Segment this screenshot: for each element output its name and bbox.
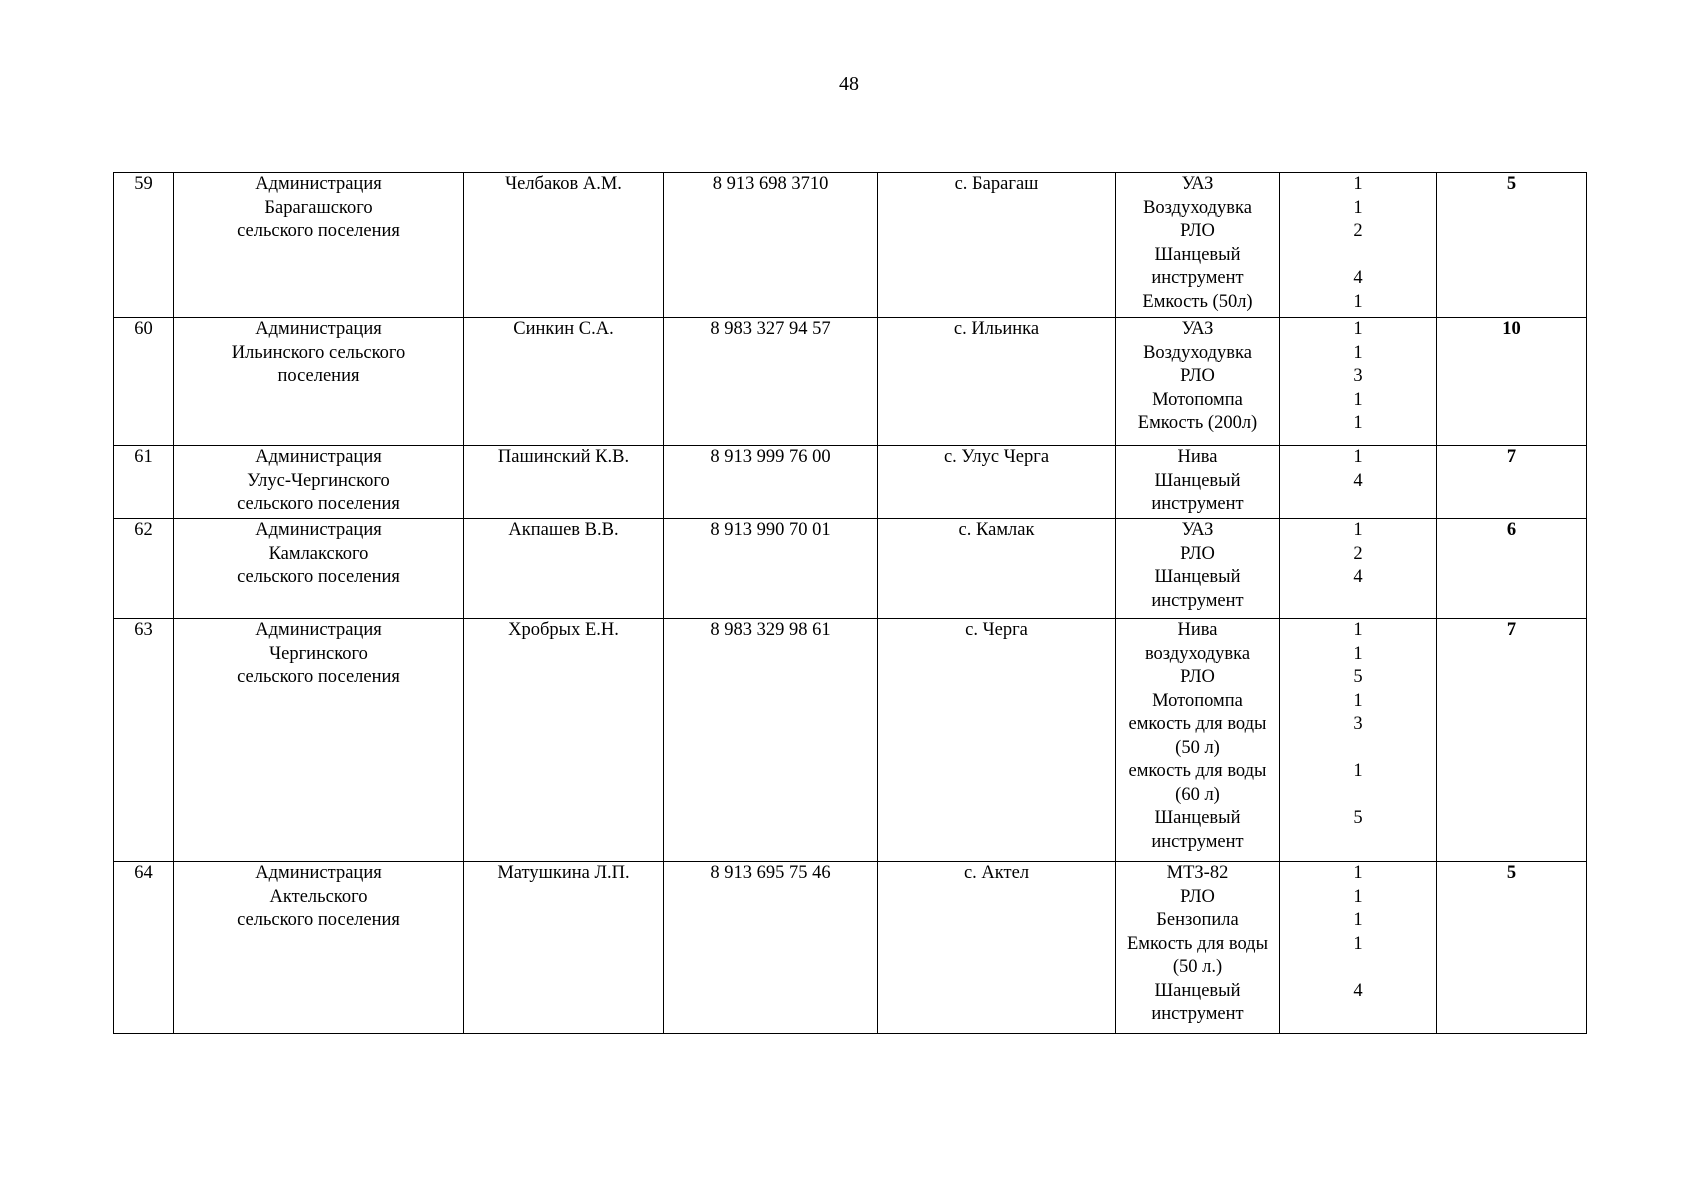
phone-cell: 8 913 695 75 46 [664, 862, 878, 1034]
equipment-cell-line: инструмент [1151, 590, 1244, 611]
table-row [114, 446, 1587, 519]
phone-cell: 8 983 329 98 61 [664, 619, 878, 862]
organization-cell-line: Барагашского [264, 197, 373, 218]
total-cell: 7 [1437, 619, 1587, 862]
equipment-cell-line: емкость для воды [1128, 714, 1267, 734]
quantity-cell-line: 1 [1353, 933, 1363, 954]
organization-cell [174, 519, 464, 619]
organization-cell [174, 862, 464, 1034]
settlement-cell: с. Улус Черга [878, 446, 1116, 519]
equipment-cell-line: Шанцевый [1154, 808, 1241, 828]
equipment-cell [1116, 862, 1280, 1034]
table-row [114, 619, 1587, 862]
quantity-cell [1280, 619, 1437, 862]
organization-cell-line: Чергинского [269, 643, 368, 664]
quantity-cell-line: 1 [1353, 389, 1363, 410]
equipment-cell-line: МТЗ-82 [1166, 863, 1229, 883]
equipment-cell-line: Емкость (200л) [1137, 413, 1258, 433]
organization-cell-line: поселения [277, 366, 360, 386]
total-cell: 10 [1437, 318, 1587, 446]
quantity-cell-line [1284, 493, 1432, 517]
phone-cell: 8 913 999 76 00 [664, 446, 878, 519]
organization-cell [174, 619, 464, 862]
equipment-cell-line: инструмент [1151, 1004, 1244, 1024]
quantity-cell-line [1284, 956, 1432, 980]
quantity-cell [1280, 519, 1437, 619]
quantity-cell [1280, 446, 1437, 519]
row-number: 60 [114, 318, 174, 446]
organization-cell-line: Администрация [255, 319, 382, 339]
equipment-cell-line: Нива [1177, 447, 1218, 467]
equipment-cell-line: воздуходувка [1144, 643, 1251, 664]
row-number: 62 [114, 519, 174, 619]
equipment-cell-line: инструмент [1151, 494, 1244, 514]
row-number: 59 [114, 173, 174, 318]
head-name-cell: Хробрых Е.Н. [464, 619, 664, 862]
head-name-cell: Пашинский К.В. [464, 446, 664, 519]
quantity-cell-line: 2 [1353, 543, 1363, 564]
quantity-cell-line: 2 [1353, 221, 1363, 241]
equipment-cell-line: РЛО [1180, 886, 1215, 907]
table-body [114, 173, 1587, 1034]
total-cell: 5 [1437, 862, 1587, 1034]
quantity-cell-line: 5 [1353, 667, 1363, 687]
quantity-cell-line: 1 [1353, 886, 1363, 907]
settlement-cell: с. Камлак [878, 519, 1116, 619]
phone-cell: 8 913 990 70 01 [664, 519, 878, 619]
table-row [114, 318, 1587, 446]
quantity-cell-line [1284, 590, 1432, 614]
equipment-cell-line: Шанцевый [1154, 980, 1241, 1001]
settlement-cell: с. Актел [878, 862, 1116, 1034]
quantity-cell-line: 3 [1353, 366, 1363, 386]
quantity-cell-line: 4 [1353, 268, 1363, 288]
head-name-cell: Челбаков А.М. [464, 173, 664, 318]
quantity-cell-line [1284, 1003, 1432, 1027]
table-row [114, 862, 1587, 1034]
equipment-cell-line: УАЗ [1181, 520, 1214, 540]
organization-cell [174, 173, 464, 318]
total-cell: 7 [1437, 446, 1587, 519]
table-row [114, 519, 1587, 619]
quantity-cell-line [1284, 784, 1432, 808]
equipment-cell [1116, 446, 1280, 519]
organization-cell [174, 446, 464, 519]
equipment-cell-line: (60 л) [1175, 784, 1220, 805]
equipment-cell-line: Мотопомпа [1152, 389, 1243, 410]
head-name-cell: Синкин С.А. [464, 318, 664, 446]
row-number: 63 [114, 619, 174, 862]
organization-cell [174, 318, 464, 446]
quantity-cell-line: 1 [1353, 910, 1363, 930]
equipment-cell-line: инструмент [1151, 268, 1244, 288]
organization-cell-line: сельского поселения [237, 910, 400, 930]
table-row [114, 173, 1587, 318]
quantity-cell [1280, 318, 1437, 446]
quantity-cell-line [1284, 831, 1432, 855]
equipment-cell [1116, 519, 1280, 619]
equipment-cell [1116, 318, 1280, 446]
quantity-cell-line [1284, 737, 1432, 761]
quantity-cell-line: 1 [1353, 690, 1363, 711]
equipment-cell-line: Воздуходувка [1143, 197, 1252, 218]
equipment-cell-line: УАЗ [1181, 174, 1214, 194]
quantity-cell-line: 4 [1353, 980, 1363, 1001]
quantity-cell-line: 1 [1353, 197, 1363, 218]
equipment-cell-line: Емкость для воды [1126, 933, 1269, 954]
quantity-cell-line: 1 [1353, 447, 1363, 467]
equipment-cell [1116, 173, 1280, 318]
row-number: 61 [114, 446, 174, 519]
equipment-cell-line: Шанцевый [1154, 244, 1241, 265]
equipment-cell-line: РЛО [1180, 366, 1215, 386]
equipment-cell-line: Бензопила [1156, 910, 1239, 930]
quantity-cell-line: 1 [1353, 761, 1363, 781]
equipment-cell-line: УАЗ [1181, 319, 1214, 339]
quantity-cell-line: 1 [1353, 174, 1363, 194]
organization-cell-line: сельского поселения [237, 494, 400, 514]
phone-cell: 8 913 698 3710 [664, 173, 878, 318]
organization-cell-line: Администрация [255, 520, 382, 540]
equipment-cell-line: Емкость (50л) [1142, 291, 1253, 312]
page-number: 48 [839, 73, 859, 95]
organization-cell-line: сельского поселения [237, 567, 400, 587]
settlement-cell: с. Черга [878, 619, 1116, 862]
equipment-cell-line: (50 л) [1175, 737, 1220, 758]
quantity-cell-line: 1 [1353, 319, 1363, 339]
organization-cell-line: Камлакского [268, 543, 369, 564]
settlement-cell: с. Ильинка [878, 318, 1116, 446]
organization-cell-line: Администрация [255, 447, 382, 467]
total-cell: 6 [1437, 519, 1587, 619]
organization-cell-line: сельского поселения [237, 667, 400, 687]
head-name-cell: Акпашев В.В. [464, 519, 664, 619]
organization-cell-line: сельского поселения [237, 221, 400, 241]
equipment-cell-line: емкость для воды [1128, 761, 1267, 781]
quantity-cell-line: 1 [1353, 413, 1363, 433]
equipment-cell-line: Шанцевый [1154, 470, 1241, 491]
equipment-cell-line: Мотопомпа [1152, 690, 1243, 711]
quantity-cell [1280, 173, 1437, 318]
head-name-cell: Матушкина Л.П. [464, 862, 664, 1034]
equipment-cell-line: РЛО [1180, 667, 1215, 687]
quantity-cell [1280, 862, 1437, 1034]
equipment-cell-line: инструмент [1151, 831, 1244, 852]
equipment-cell-line: Воздуходувка [1143, 342, 1252, 363]
equipment-cell-line: Шанцевый [1154, 567, 1241, 587]
equipment-cell-line: Нива [1177, 620, 1218, 640]
row-number: 64 [114, 862, 174, 1034]
organization-cell-line: Администрация [255, 620, 382, 640]
phone-cell: 8 983 327 94 57 [664, 318, 878, 446]
equipment-cell-line: РЛО [1180, 543, 1215, 564]
registry-table [113, 172, 1587, 1034]
equipment-cell-line: (50 л.) [1172, 957, 1223, 977]
quantity-cell-line [1284, 244, 1432, 268]
organization-cell-line: Актельского [269, 886, 368, 907]
quantity-cell-line: 1 [1353, 863, 1363, 883]
quantity-cell-line: 5 [1353, 808, 1363, 828]
organization-cell-line: Улус-Чергинского [247, 470, 390, 491]
quantity-cell-line: 4 [1353, 567, 1363, 587]
quantity-cell-line: 1 [1353, 291, 1363, 312]
quantity-cell-line: 1 [1353, 643, 1363, 664]
organization-cell-line: Администрация [255, 863, 382, 883]
quantity-cell-line: 4 [1353, 470, 1363, 491]
quantity-cell-line: 1 [1353, 520, 1363, 540]
quantity-cell-line: 1 [1353, 342, 1363, 363]
equipment-cell-line: РЛО [1180, 221, 1215, 241]
equipment-cell [1116, 619, 1280, 862]
total-cell: 5 [1437, 173, 1587, 318]
quantity-cell-line: 3 [1353, 714, 1363, 734]
settlement-cell: с. Барагаш [878, 173, 1116, 318]
quantity-cell-line: 1 [1353, 620, 1363, 640]
organization-cell-line: Ильинского сельского [231, 342, 406, 363]
organization-cell-line: Администрация [255, 174, 382, 194]
